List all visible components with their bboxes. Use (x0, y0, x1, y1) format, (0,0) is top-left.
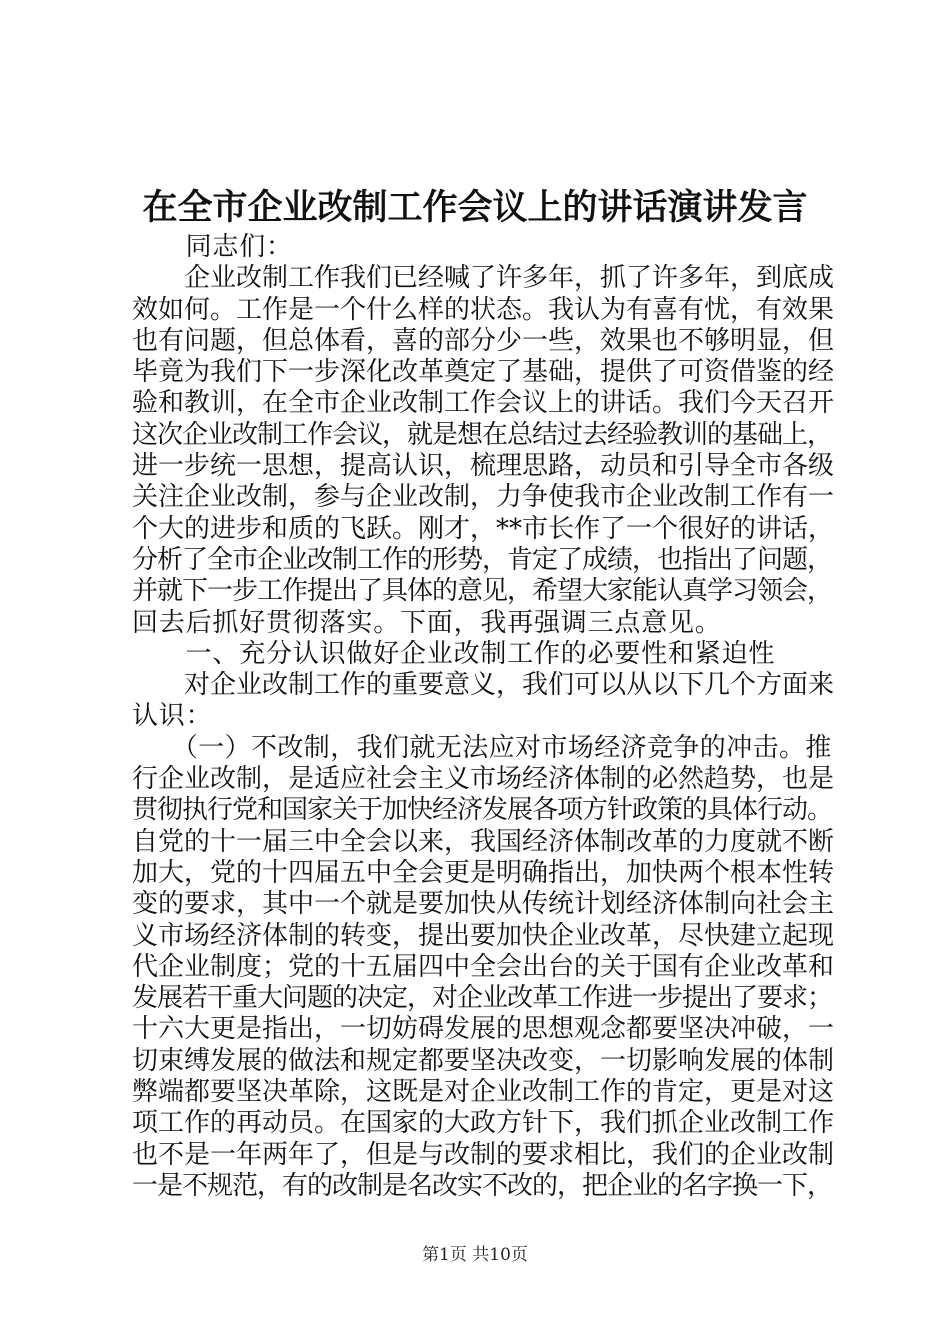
section-heading: 一、充分认识做好企业改制工作的必要性和紧迫性 (132, 638, 776, 669)
body-line: 也有问题，但总体看，喜的部分少一些，效果也不够明显，但 (132, 325, 835, 356)
body-line: 认识： (132, 701, 213, 732)
body-line: 义市场经济体制的转变，提出要加快企业改革，尽快建立起现 (132, 920, 835, 951)
body-line: 行企业改制，是适应社会主义市场经济体制的必然趋势，也是 (132, 764, 835, 795)
body-line: 一是不规范，有的改制是名改实不改的，把企业的名字换一下， (132, 1170, 833, 1201)
body-line: 并就下一步工作提出了具体的意见，希望大家能认真学习领会， (132, 576, 833, 607)
body-line: 对企业改制工作的重要意义，我们可以从以下几个方面来 (132, 670, 835, 701)
body-line: 验和教训，在全市企业改制工作会议上的讲话。我们今天召开 (132, 388, 835, 419)
body-line: 进一步统一思想，提高认识，梳理思路，动员和引导全市各级 (132, 451, 835, 482)
document-title: 在全市企业改制工作会议上的讲话演讲发言 (142, 187, 808, 228)
page-number-footer: 第1页 共10页 (422, 1245, 528, 1265)
body-line: 关注企业改制，参与企业改制，力争使我市企业改制工作有一 (132, 482, 835, 513)
body-line: 这次企业改制工作会议，就是想在总结过去经验教训的基础上， (132, 419, 833, 450)
body-line: 加大，党的十四届五中全会更是明确指出，加快两个根本性转 (132, 857, 835, 888)
body-line: 企业改制工作我们已经喊了许多年，抓了许多年，到底成 (132, 263, 835, 294)
body-line: 自党的十一届三中全会以来，我国经济体制改革的力度就不断 (132, 826, 835, 857)
body-line: 回去后抓好贯彻落实。下面，我再强调三点意见。 (132, 607, 722, 638)
body-line: 变的要求，其中一个就是要加快从传统计划经济体制向社会主 (132, 889, 835, 920)
body-line: 也不是一年两年了，但是与改制的要求相比，我们的企业改制 (132, 1139, 835, 1170)
body-line: 弊端都要坚决革除，这既是对企业改制工作的肯定，更是对这 (132, 1077, 835, 1108)
document-body (132, 232, 835, 1202)
body-line: 项工作的再动员。在国家的大政方针下，我们抓企业改制工作 (132, 1108, 835, 1139)
body-line: 个大的进步和质的飞跃。刚才，**市长作了一个很好的讲话， (132, 513, 835, 544)
body-line: 效如何。工作是一个什么样的状态。我认为有喜有忧，有效果 (132, 294, 835, 325)
body-line: 十六大更是指出，一切妨碍发展的思想观念都要坚决冲破，一 (132, 1014, 835, 1045)
body-line: 分析了全市企业改制工作的形势，肯定了成绩，也指出了问题， (132, 544, 833, 575)
body-line: 贯彻执行党和国家关于加快经济发展各项方针政策的具体行动。 (132, 795, 833, 826)
body-line: 代企业制度；党的十五届四中全会出台的关于国有企业改革和 (132, 951, 835, 982)
body-line: 发展若干重大问题的决定，对企业改革工作进一步提出了要求； (132, 983, 833, 1014)
body-line: 切束缚发展的做法和规定都要坚决改变，一切影响发展的体制 (132, 1045, 835, 1076)
body-line: 毕竟为我们下一步深化改革奠定了基础，提供了可资借鉴的经 (132, 357, 835, 388)
body-line: 同志们： (132, 232, 293, 262)
body-line: （一）不改制，我们就无法应对市场经济竞争的冲击。推 (132, 732, 832, 763)
